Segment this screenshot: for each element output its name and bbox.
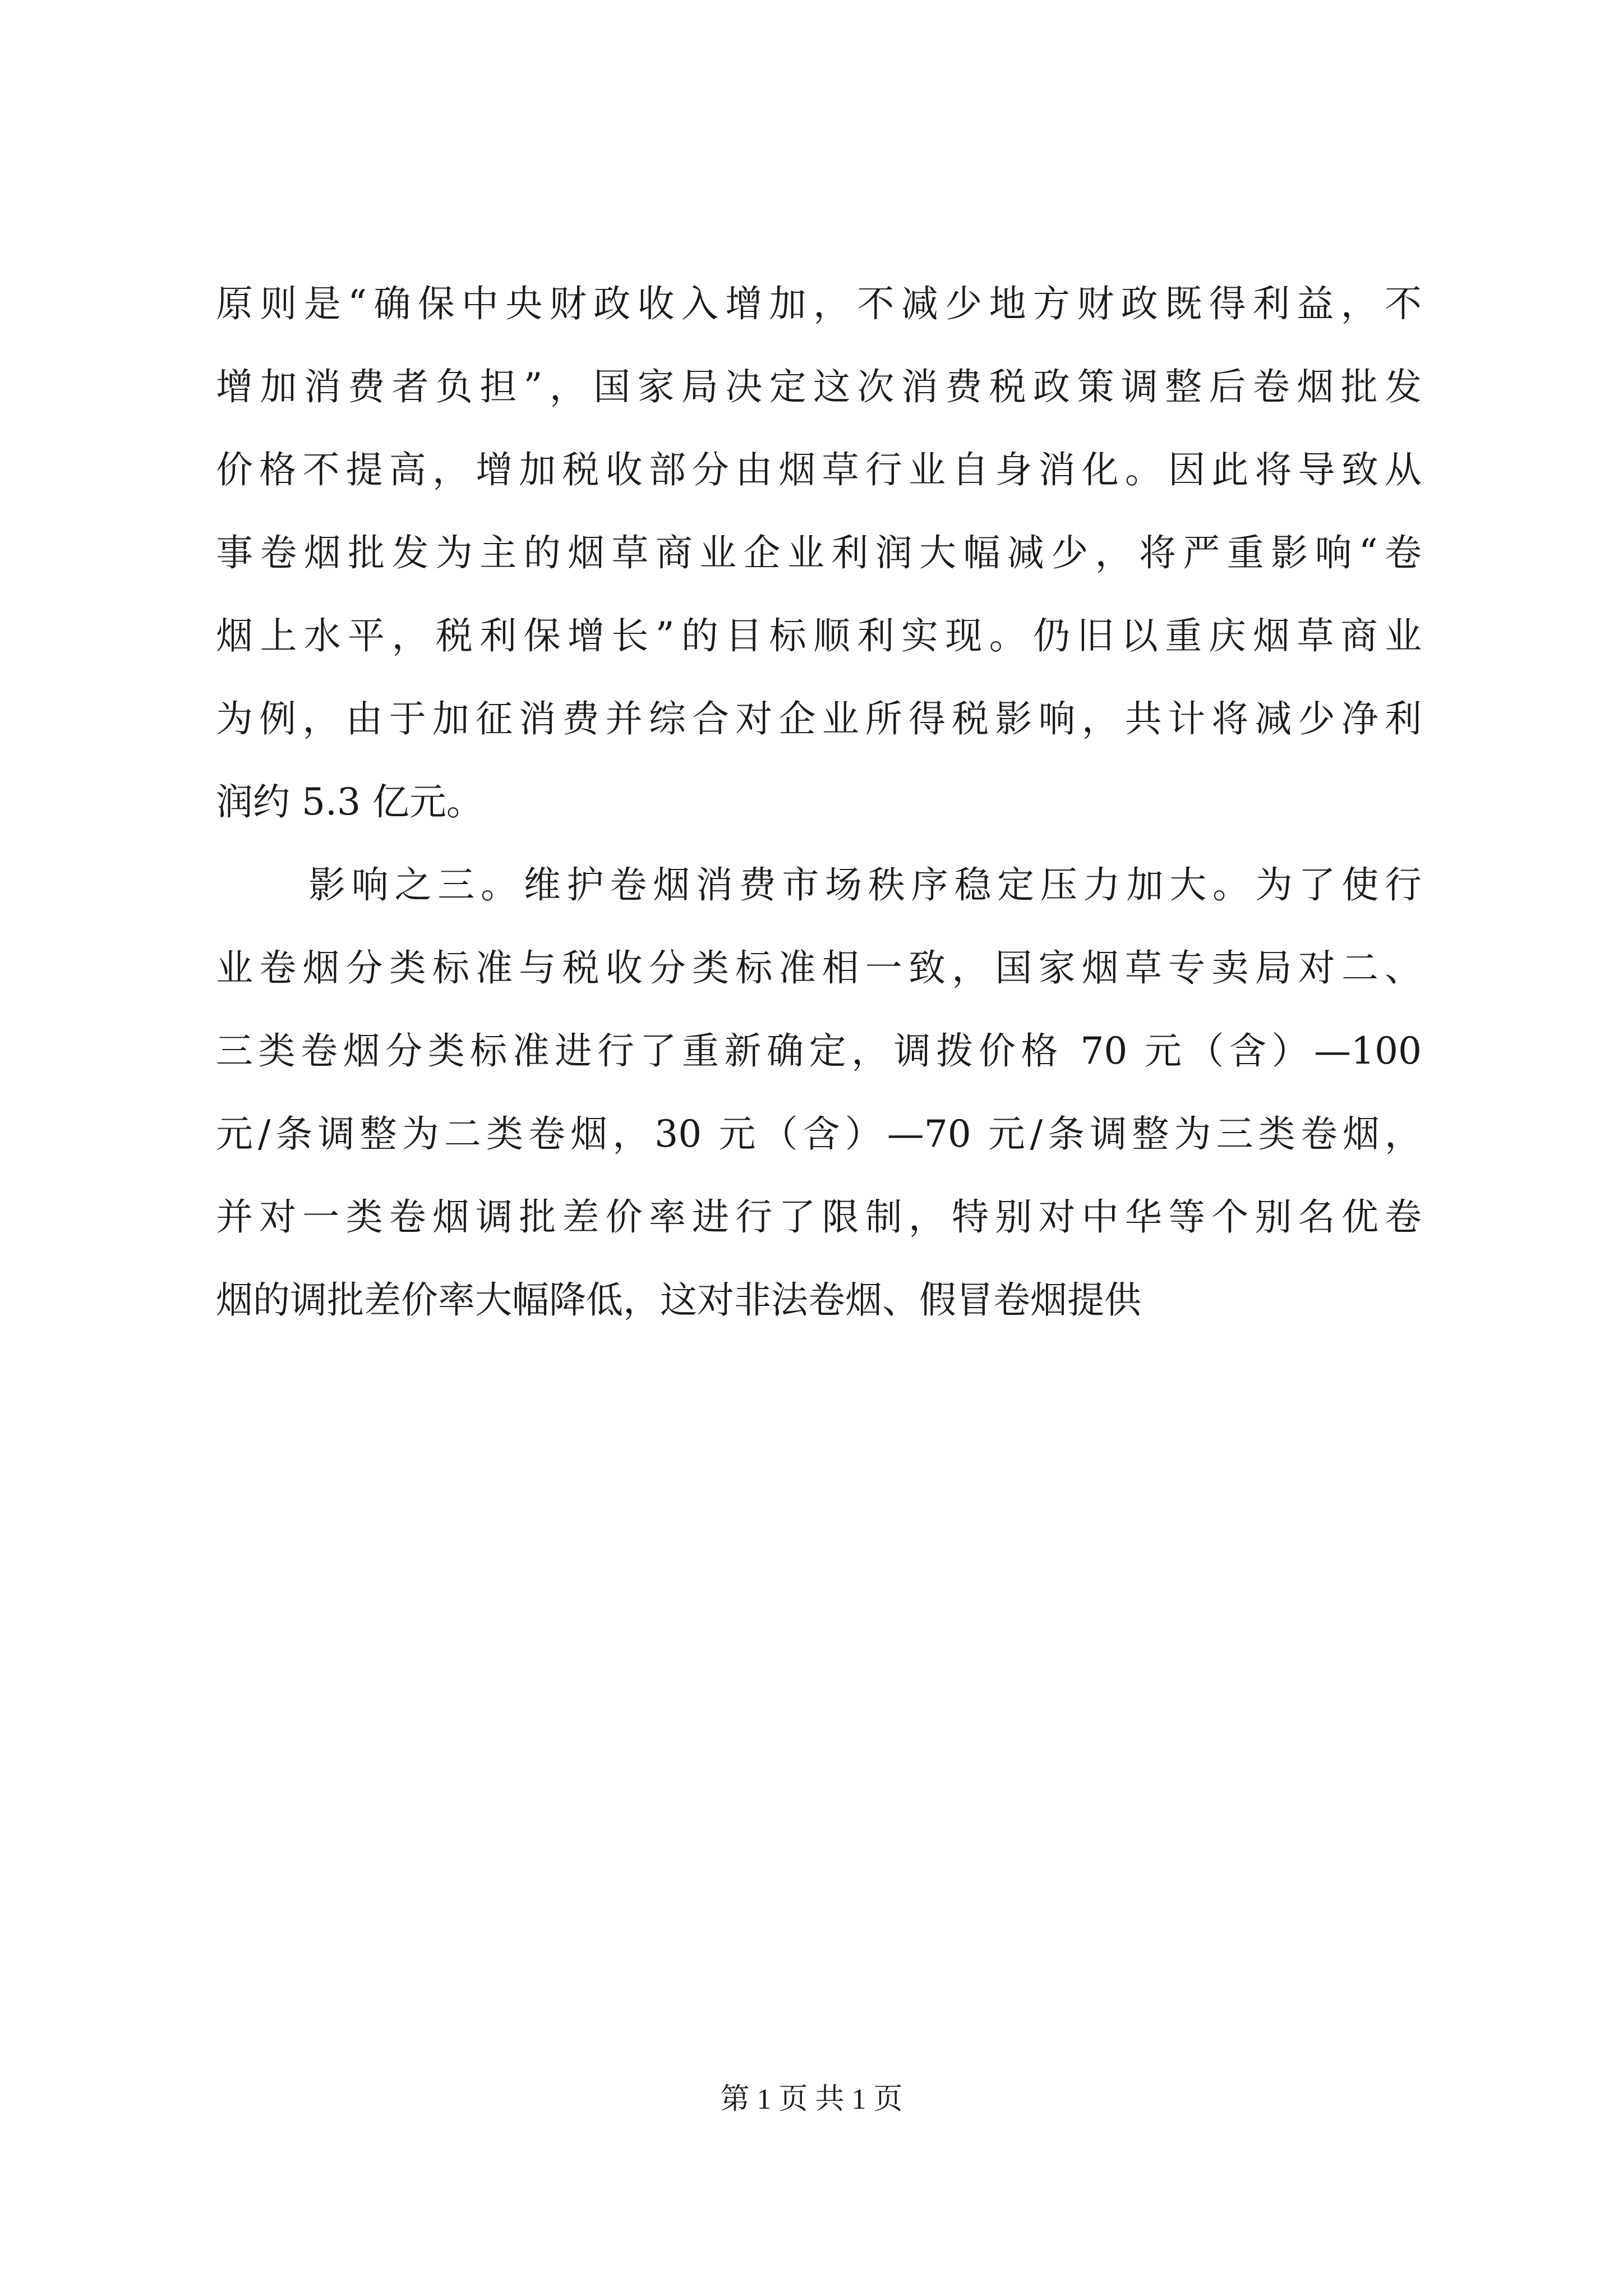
text-line: 烟上水平，税利保增长”的目标顺利实现。仍旧以重庆烟草商业 [216,614,1422,657]
text-line: 事卷烟批发为主的烟草商业企业利润大幅减少，将严重影响“卷 [216,531,1422,574]
paragraph-2 [216,844,1422,1342]
text-line: 增加消费者负担”，国家局决定这次消费税政策调整后卷烟批发 [216,365,1422,408]
paragraph-1 [216,263,1422,844]
text-line: 并对一类卷烟调批差价率进行了限制，特别对中华等个别名优卷 [216,1195,1422,1239]
page-number: 第 1 页 共 1 页 [720,2083,903,2115]
text-line: 原则是“确保中央财政收入增加，不减少地方财政既得利益，不 [216,282,1422,325]
text-line: 元/条调整为二类卷烟，30 元（含）—70 元/条调整为三类卷烟， [216,1112,1422,1156]
body-text [216,263,1422,1342]
text-line: 影响之三。维护卷烟消费市场秩序稳定压力加大。为了使行 [308,863,1422,907]
text-line: 业卷烟分类标准与税收分类标准相一致，国家烟草专卖局对二、 [216,946,1422,990]
text-line: 烟的调批差价率大幅降低，这对非法卷烟、假冒卷烟提供 [216,1278,1141,1322]
text-line: 价格不提高，增加税收部分由烟草行业自身消化。因此将导致从 [216,448,1422,491]
page-footer [0,2080,1623,2119]
text-line: 润约 5.3 亿元。 [216,780,483,823]
text-line: 三类卷烟分类标准进行了重新确定，调拨价格 70 元（含）—100 [216,1029,1422,1073]
text-line: 为例，由于加征消费并综合对企业所得税影响，共计将减少净利 [216,697,1422,740]
